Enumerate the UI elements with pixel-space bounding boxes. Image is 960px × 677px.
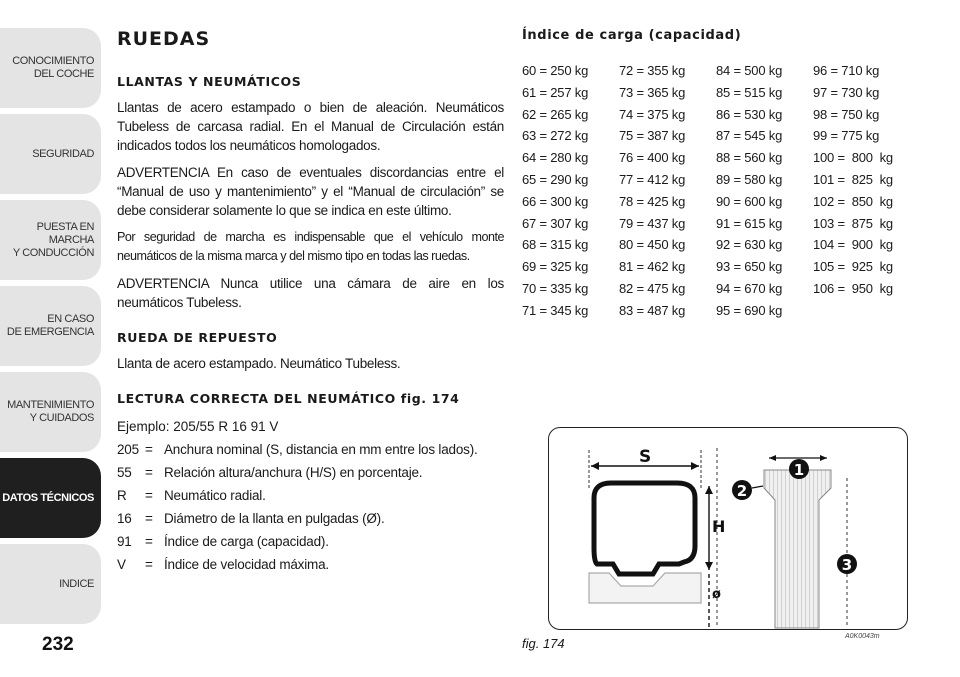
- rim-profile-shape: [764, 470, 831, 628]
- load-index-entry: 68 = 315 kg: [522, 237, 589, 253]
- legend-row: 205 = Anchura nominal (S, distancia en mm entre los lados).: [117, 442, 478, 457]
- section-heading-rueda-repuesto: RUEDA DE REPUESTO: [117, 330, 278, 345]
- tab-seguridad[interactable]: [0, 114, 101, 194]
- svg-text:3: 3: [841, 556, 853, 574]
- load-index-entry: 101 = 825 kg: [813, 171, 893, 187]
- tyre-diagram: [549, 428, 908, 630]
- load-index-entry: 100 = 800 kg: [813, 150, 893, 166]
- paragraph-advertencia: ADVERTENCIA En caso de eventuales discordancias entre el “Manual de uso y mantenimiento” y el “Manual de circulación” se debe considerar solamente lo que se indica en este último.: [117, 165, 504, 218]
- load-index-entry: 75 = 387 kg: [619, 128, 686, 144]
- tab-conocimiento-del-coche[interactable]: [0, 28, 101, 108]
- load-column: [716, 60, 813, 322]
- load-index-entry: 64 = 280 kg: [522, 150, 589, 166]
- load-index-entry: 76 = 400 kg: [619, 150, 686, 166]
- load-index-entry: 97 = 730 kg: [813, 84, 880, 100]
- load-index-entry: 99 = 775 kg: [813, 128, 880, 144]
- load-index-entry: 62 = 265 kg: [522, 106, 589, 122]
- tyre-diagram-figure: [548, 427, 908, 630]
- load-index-entry: 67 = 307 kg: [522, 215, 589, 231]
- svg-text:1: 1: [793, 461, 805, 479]
- load-index-entry: 105 = 925 kg: [813, 259, 893, 275]
- load-index-entry: 87 = 545 kg: [716, 128, 783, 144]
- paragraph: Llantas de acero estampado o bien de aleación. Neumáticos Tubeless de carcasa radial. En el Manual de Circulación están indicados todos los neumáticos homologados.: [117, 100, 504, 153]
- load-index-entry: 77 = 412 kg: [619, 171, 686, 187]
- load-index-entry: 93 = 650 kg: [716, 259, 783, 275]
- legend-row: 16 = Diámetro de la llanta en pulgadas (Ø).: [117, 511, 385, 526]
- tab-datos-tecnicos[interactable]: [0, 458, 101, 538]
- load-index-entry: 82 = 475 kg: [619, 280, 686, 296]
- load-index-entry: 81 = 462 kg: [619, 259, 686, 275]
- legend-row: R = Neumático radial.: [117, 488, 266, 503]
- load-index-entry: 63 = 272 kg: [522, 128, 589, 144]
- load-index-heading: Índice de carga (capacidad): [522, 28, 742, 43]
- tab-puesta-en-marcha[interactable]: [0, 200, 101, 280]
- page-number: 232: [42, 634, 74, 655]
- rim-shape: [589, 573, 701, 603]
- tab-label: EN CASO DE EMERGENCIA: [6, 313, 94, 338]
- load-index-entry: 70 = 335 kg: [522, 280, 589, 296]
- section-heading-lectura: LECTURA CORRECTA DEL NEUMÁTICO fig. 174: [117, 391, 460, 406]
- legend-row: V = Índice de velocidad máxima.: [117, 557, 329, 572]
- load-index-entry: 89 = 580 kg: [716, 171, 783, 187]
- load-index-entry: 95 = 690 kg: [716, 302, 783, 318]
- load-index-entry: 72 = 355 kg: [619, 63, 686, 78]
- load-index-entry: 78 = 425 kg: [619, 193, 686, 209]
- right-column: [522, 28, 912, 322]
- load-index-entry: 102 = 850 kg: [813, 193, 893, 209]
- load-index-entry: 92 = 630 kg: [716, 237, 783, 253]
- tyre-legend: [117, 438, 504, 576]
- load-index-entry: 85 = 515 kg: [716, 84, 783, 100]
- label-h: H: [712, 517, 726, 536]
- label-diameter: ø: [712, 587, 721, 602]
- load-index-entry: 65 = 290 kg: [522, 171, 589, 187]
- load-index-entry: 74 = 375 kg: [619, 106, 686, 122]
- load-column: [522, 60, 619, 322]
- section-heading-llantas: LLANTAS Y NEUMÁTICOS: [117, 74, 302, 89]
- load-index-entry: 73 = 365 kg: [619, 84, 686, 100]
- tab-en-caso-de-emergencia[interactable]: [0, 286, 101, 366]
- tab-mantenimiento[interactable]: [0, 372, 101, 452]
- load-index-entry: 91 = 615 kg: [716, 215, 783, 231]
- tab-label: SEGURIDAD: [32, 147, 94, 160]
- load-index-entry: 79 = 437 kg: [619, 215, 686, 231]
- load-index-entry: 103 = 875 kg: [813, 215, 893, 231]
- paragraph-advertencia: ADVERTENCIA Nunca utilice una cámara de aire en los neumáticos Tubeless.: [117, 276, 504, 310]
- tyre-example: Ejemplo: 205/55 R 16 91 V: [117, 419, 279, 434]
- tab-label: DATOS TÉCNICOS: [2, 491, 94, 504]
- left-column: [117, 28, 504, 576]
- tab-label: CONOCIMIENTO DEL COCHE: [12, 55, 94, 80]
- load-index-entry: 84 = 500 kg: [716, 63, 783, 78]
- load-index-table: [522, 60, 912, 322]
- load-index-entry: 106 = 950 kg: [813, 280, 893, 296]
- tab-label: PUESTA EN MARCHA Y CONDUCCIÓN: [12, 220, 94, 259]
- svg-text:2: 2: [736, 482, 748, 500]
- load-index-entry: 88 = 560 kg: [716, 150, 783, 166]
- page-title: RUEDAS: [117, 28, 211, 50]
- load-index-entry: 94 = 670 kg: [716, 280, 783, 296]
- legend-row: 91 = Índice de carga (capacidad).: [117, 534, 329, 549]
- load-index-entry: 86 = 530 kg: [716, 106, 783, 122]
- figure-caption: fig. 174: [522, 636, 565, 651]
- load-column: [619, 60, 716, 322]
- load-index-entry: 66 = 300 kg: [522, 193, 589, 209]
- load-column: [813, 60, 912, 322]
- tab-indice[interactable]: [0, 544, 101, 624]
- load-index-entry: 80 = 450 kg: [619, 237, 686, 253]
- legend-row: 55 = Relación altura/anchura (H/S) en porcentaje.: [117, 465, 423, 480]
- tab-label: MANTENIMIENTO Y CUIDADOS: [7, 399, 94, 424]
- load-index-entry: 61 = 257 kg: [522, 84, 589, 100]
- load-index-entry: 90 = 600 kg: [716, 193, 783, 209]
- load-index-entry: 60 = 250 kg: [522, 63, 589, 78]
- paragraph: Llanta de acero estampado. Neumático Tubeless.: [117, 356, 401, 371]
- label-s: S: [639, 447, 652, 467]
- load-index-entry: 96 = 710 kg: [813, 63, 880, 78]
- tab-label: INDICE: [59, 577, 94, 590]
- paragraph: Por seguridad de marcha es indispensable que el vehículo monte neumáticos de la misma marca y del mismo tipo en todas las ruedas.: [117, 230, 504, 263]
- load-index-entry: 104 = 900 kg: [813, 237, 893, 253]
- figure-code: A0K0043m: [845, 633, 880, 640]
- load-index-entry: 83 = 487 kg: [619, 302, 686, 318]
- load-index-entry: 71 = 345 kg: [522, 302, 589, 318]
- load-index-entry: 69 = 325 kg: [522, 259, 589, 275]
- load-index-entry: 98 = 750 kg: [813, 106, 880, 122]
